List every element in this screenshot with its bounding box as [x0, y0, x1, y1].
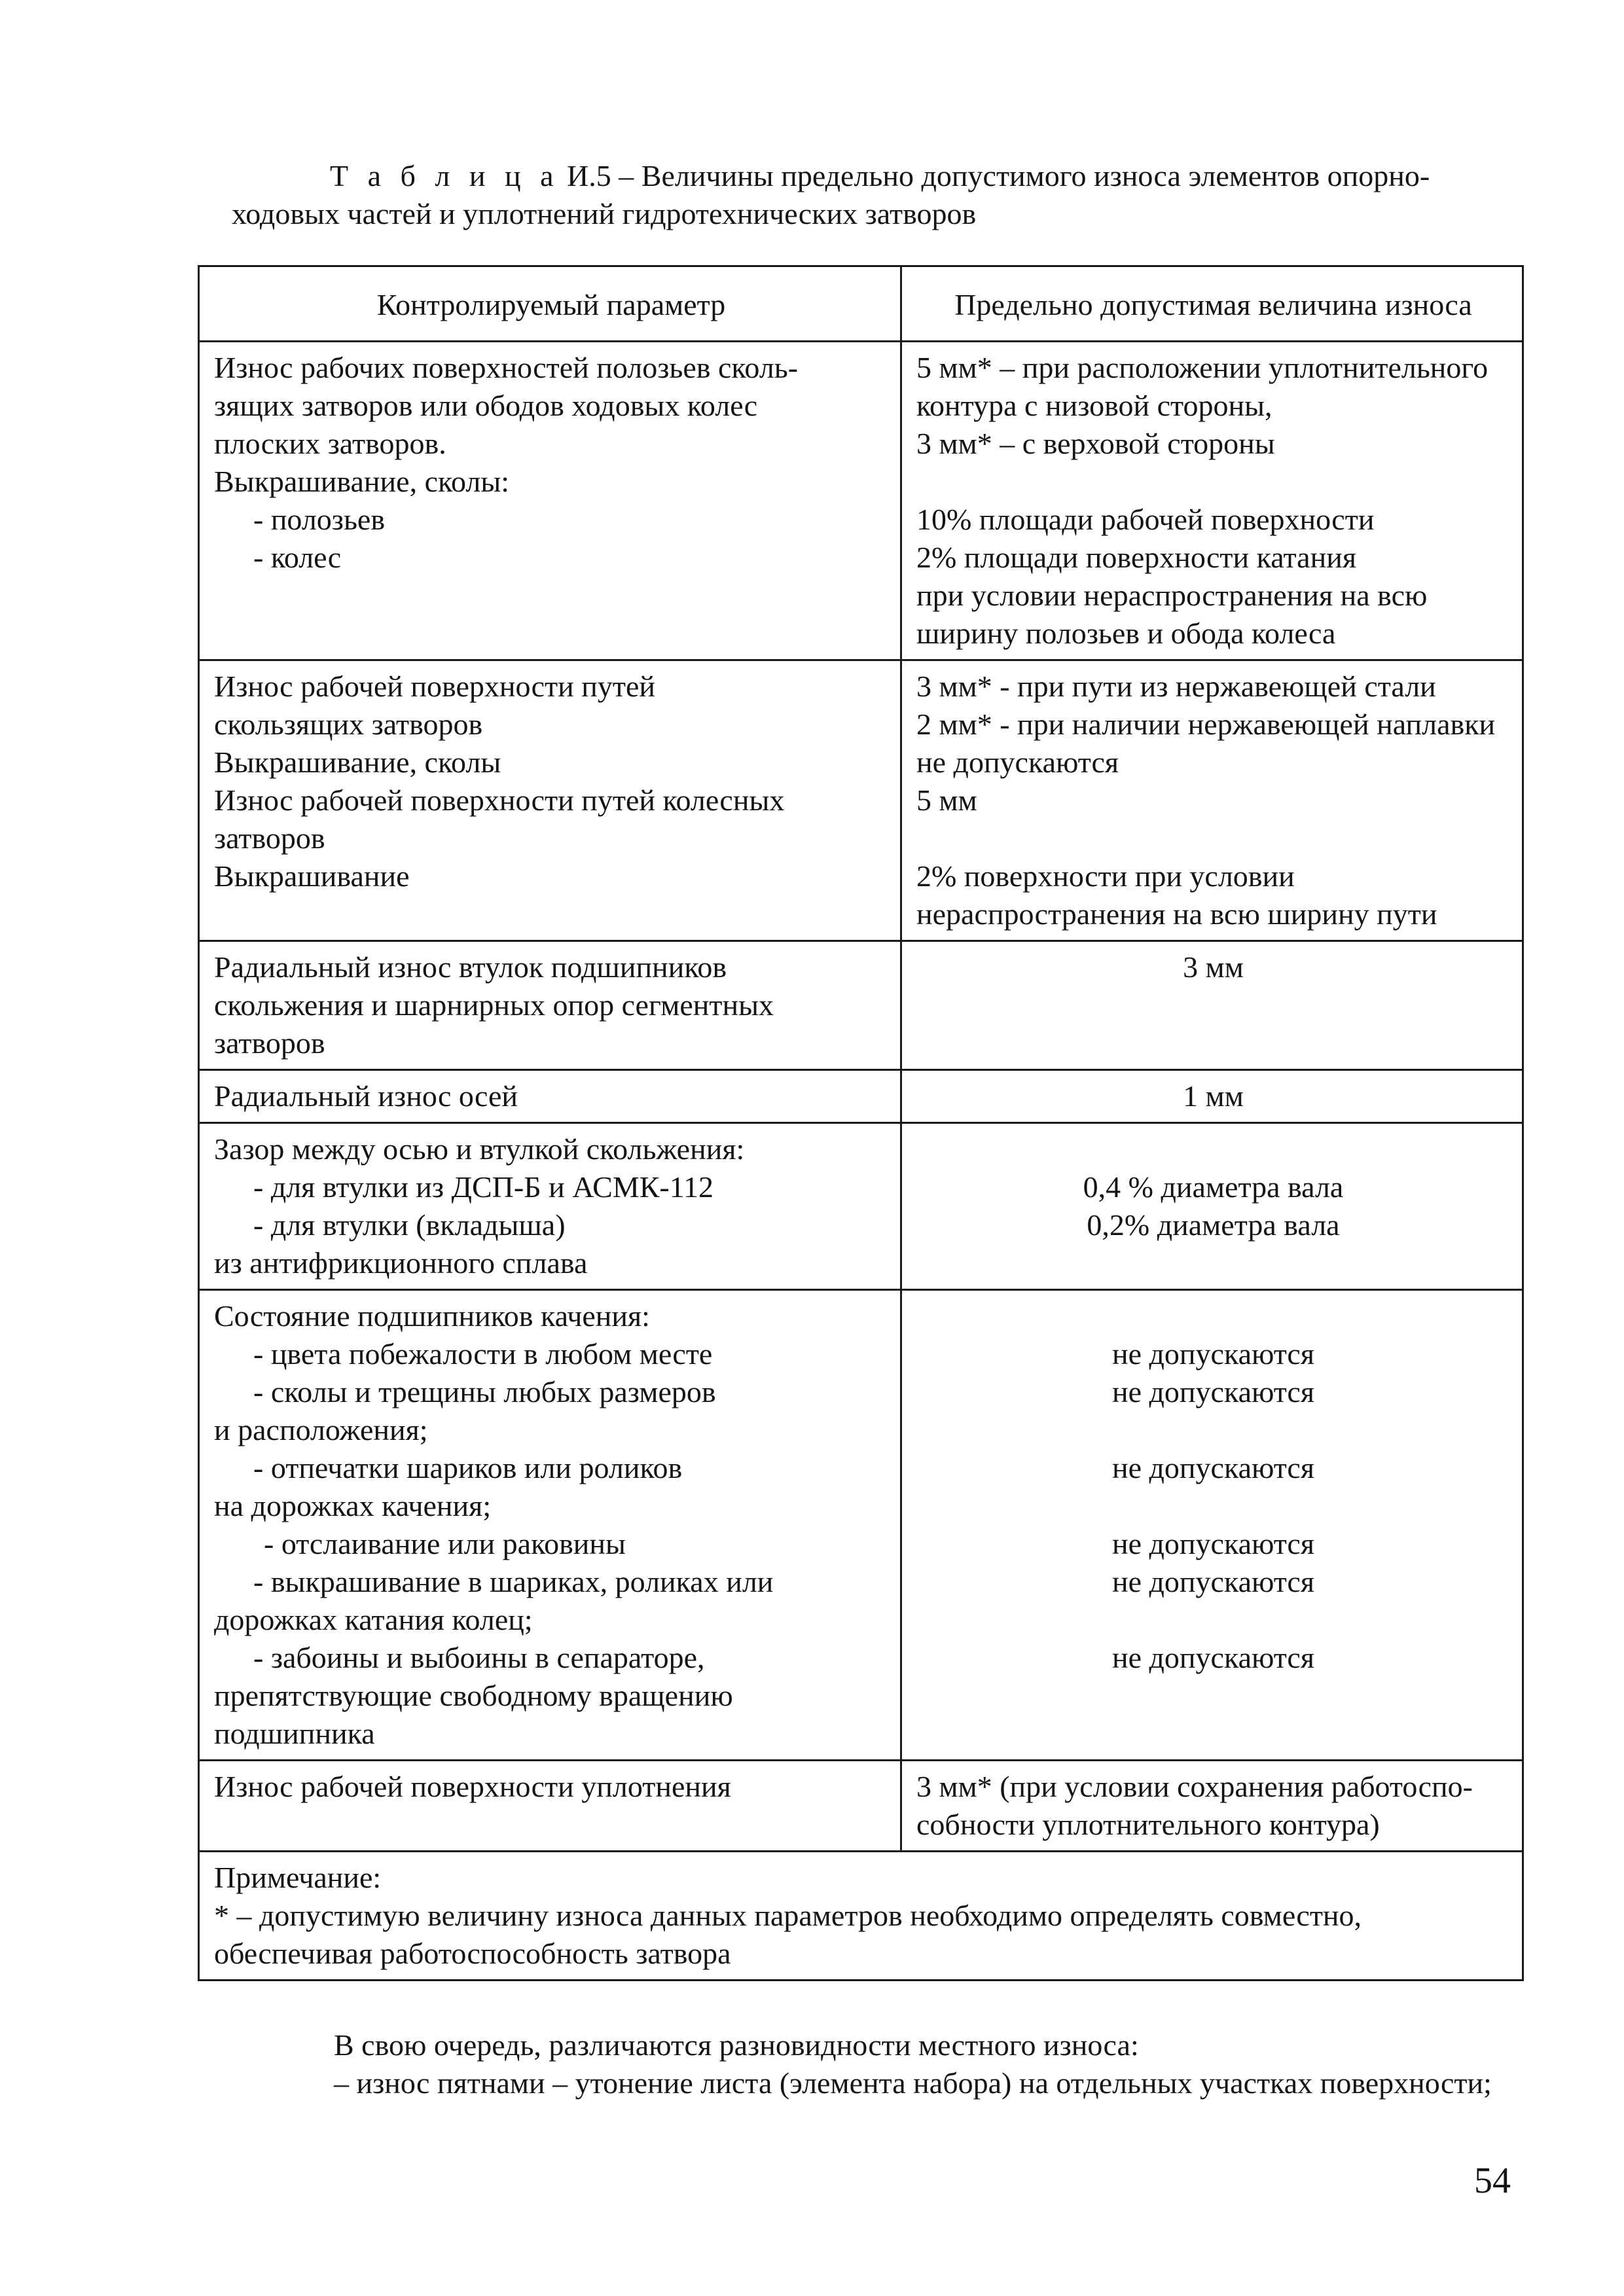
spacer [916, 1130, 1510, 1168]
note-line: * – допустимую величину износа данных параметров необходимо определять совместно, [214, 1899, 1362, 1932]
row-5-limit [901, 1123, 1523, 1290]
cell-line: препятствующие свободному вращению [214, 1679, 733, 1712]
row-1-limit [901, 342, 1523, 660]
cell-line: не допускаются [1111, 1527, 1315, 1560]
table-note-row [199, 1852, 1523, 1981]
page-number: 54 [1474, 2161, 1511, 2201]
row-1-parameter [199, 342, 901, 660]
cell-line: Износ рабочей поверхности уплотнения [214, 1770, 731, 1803]
cell-line: Зазор между осью и втулкой скольжения: [214, 1132, 745, 1166]
cell-line: 2% площади поверхности катания [916, 541, 1356, 574]
cell-line: Выкрашивание [214, 859, 410, 893]
cell-line: на дорожках качения; [214, 1489, 492, 1522]
cell-line: и расположения; [214, 1413, 428, 1446]
cell-line: 3 мм [1183, 950, 1244, 984]
table-row [199, 1761, 1523, 1852]
cell-line: Износ рабочих поверхностей полозьев сколь- [214, 351, 799, 384]
cell-line: 1 мм [1183, 1079, 1244, 1113]
spacer [916, 1487, 1510, 1525]
spacer [916, 463, 1510, 501]
row-7-limit [901, 1761, 1523, 1852]
spacer [916, 1601, 1510, 1639]
cell-line: собности уплотнительного контура) [916, 1808, 1380, 1841]
row-6-parameter [199, 1290, 901, 1761]
table-row [199, 660, 1523, 941]
cell-line: Радиальный износ втулок подшипников [214, 950, 727, 984]
cell-line: контура с низовой стороны, [916, 389, 1272, 422]
caption-label: Т а б л и ц а [330, 159, 560, 192]
cell-line: не допускаются [1111, 1375, 1315, 1408]
note-line: обеспечивая работоспособность затвора [214, 1937, 731, 1970]
cell-line: зящих затворов или ободов ходовых колес [214, 389, 758, 422]
cell-line: Радиальный износ осей [214, 1079, 518, 1113]
cell-line: дорожках катания колец; [214, 1603, 533, 1636]
cell-line: 2% поверхности при условии [916, 859, 1295, 893]
spacer [916, 1411, 1510, 1449]
table-note [199, 1852, 1523, 1981]
cell-line: - сколы и трещины любых размеров [253, 1375, 716, 1408]
cell-line: Состояние подшипников качения: [214, 1299, 650, 1333]
table-row [199, 941, 1523, 1070]
table-row [199, 342, 1523, 660]
cell-line: - для втулки из ДСП-Б и АСМК-112 [253, 1170, 714, 1204]
caption-title-part-1: – Величины предельно допустимого износа элементов опорно- [619, 159, 1430, 192]
table-row [199, 1070, 1523, 1123]
cell-line: 2 мм* - при наличии нержавеющей наплавки [916, 708, 1496, 741]
cell-line: ширину полозьев и обода колеса [916, 617, 1336, 650]
row-2-parameter [199, 660, 901, 941]
caption-line-1 [232, 157, 1528, 195]
cell-line: Выкрашивание, сколы: [214, 465, 510, 498]
cell-line: Выкрашивание, сколы [214, 745, 501, 779]
cell-line: 10% площади рабочей поверхности [916, 503, 1375, 536]
table-row [199, 1290, 1523, 1761]
cell-line: 5 мм* – при расположении уплотнительного [916, 351, 1489, 384]
header-parameter: Контролируемый параметр [199, 266, 901, 342]
cell-line: 3 мм* - при пути из нержавеющей стали [916, 670, 1436, 703]
cell-line: - забоины и выбоины в сепараторе, [253, 1641, 705, 1674]
cell-line: - отпечатки шариков или роликов [253, 1451, 683, 1484]
cell-line: при условии нераспространения на всю [916, 579, 1428, 612]
cell-line: затворов [214, 821, 325, 855]
spacer [916, 819, 1510, 857]
cell-line: - полозьев [253, 503, 386, 536]
table-row [199, 1123, 1523, 1290]
cell-line: 0,4 % диаметра вала [1083, 1170, 1344, 1204]
cell-line: - цвета побежалости в любом месте [253, 1337, 713, 1371]
cell-line: нераспространения на всю ширину пути [916, 897, 1437, 931]
cell-line: скользящих затворов [214, 708, 483, 741]
cell-line: - для втулки (вкладыша) [253, 1208, 566, 1242]
cell-line: не допускаются [1111, 1337, 1315, 1371]
cell-line: - отслаивание или раковины [264, 1527, 626, 1560]
cell-line: не допускаются [1111, 1565, 1315, 1598]
wear-limits-table [198, 265, 1524, 1981]
caption-line-2: ходовых частей и уплотнений гидротехнических затворов [232, 197, 977, 230]
caption-number: И.5 [567, 159, 611, 192]
row-7-parameter [199, 1761, 901, 1852]
body-paragraph-2: – износ пятнами – утонение листа (элемента набора) на отдельных участках поверхности; [334, 2066, 1492, 2100]
body-paragraph-1: В свою очередь, различаются разновидности местного износа: [334, 2028, 1139, 2062]
cell-line: плоских затворов. [214, 427, 446, 460]
cell-line: 5 мм [916, 783, 977, 817]
cell-line: Износ рабочей поверхности путей колесных [214, 783, 785, 817]
header-wear-limit: Предельно допустимая величина износа [901, 266, 1523, 342]
cell-line: 3 мм* – с верховой стороны [916, 427, 1275, 460]
cell-line: скольжения и шарнирных опор сегментных [214, 988, 774, 1022]
row-4-parameter [199, 1070, 901, 1123]
row-3-parameter [199, 941, 901, 1070]
cell-line: подшипника [214, 1717, 375, 1750]
body-text [232, 2026, 1515, 2102]
cell-line: не допускаются [1111, 1451, 1315, 1484]
cell-line: не допускаются [1111, 1641, 1315, 1674]
note-title: Примечание: [214, 1861, 382, 1894]
row-5-parameter [199, 1123, 901, 1290]
cell-line: затворов [214, 1026, 325, 1060]
table-header-row [199, 266, 1523, 342]
cell-line: 0,2% диаметра вала [1087, 1208, 1340, 1242]
cell-line: - выкрашивание в шариках, роликах или [253, 1565, 774, 1598]
cell-line: Износ рабочей поверхности путей [214, 670, 656, 703]
spacer [916, 1297, 1510, 1335]
cell-line: - колес [253, 541, 342, 574]
cell-line: из антифрикционного сплава [214, 1246, 588, 1280]
row-4-limit [901, 1070, 1523, 1123]
row-2-limit [901, 660, 1523, 941]
cell-line: 3 мм* (при условии сохранения работоспо- [916, 1770, 1473, 1803]
cell-line: не допускаются [916, 745, 1119, 779]
row-6-limit [901, 1290, 1523, 1761]
table-caption [232, 157, 1528, 233]
row-3-limit [901, 941, 1523, 1070]
